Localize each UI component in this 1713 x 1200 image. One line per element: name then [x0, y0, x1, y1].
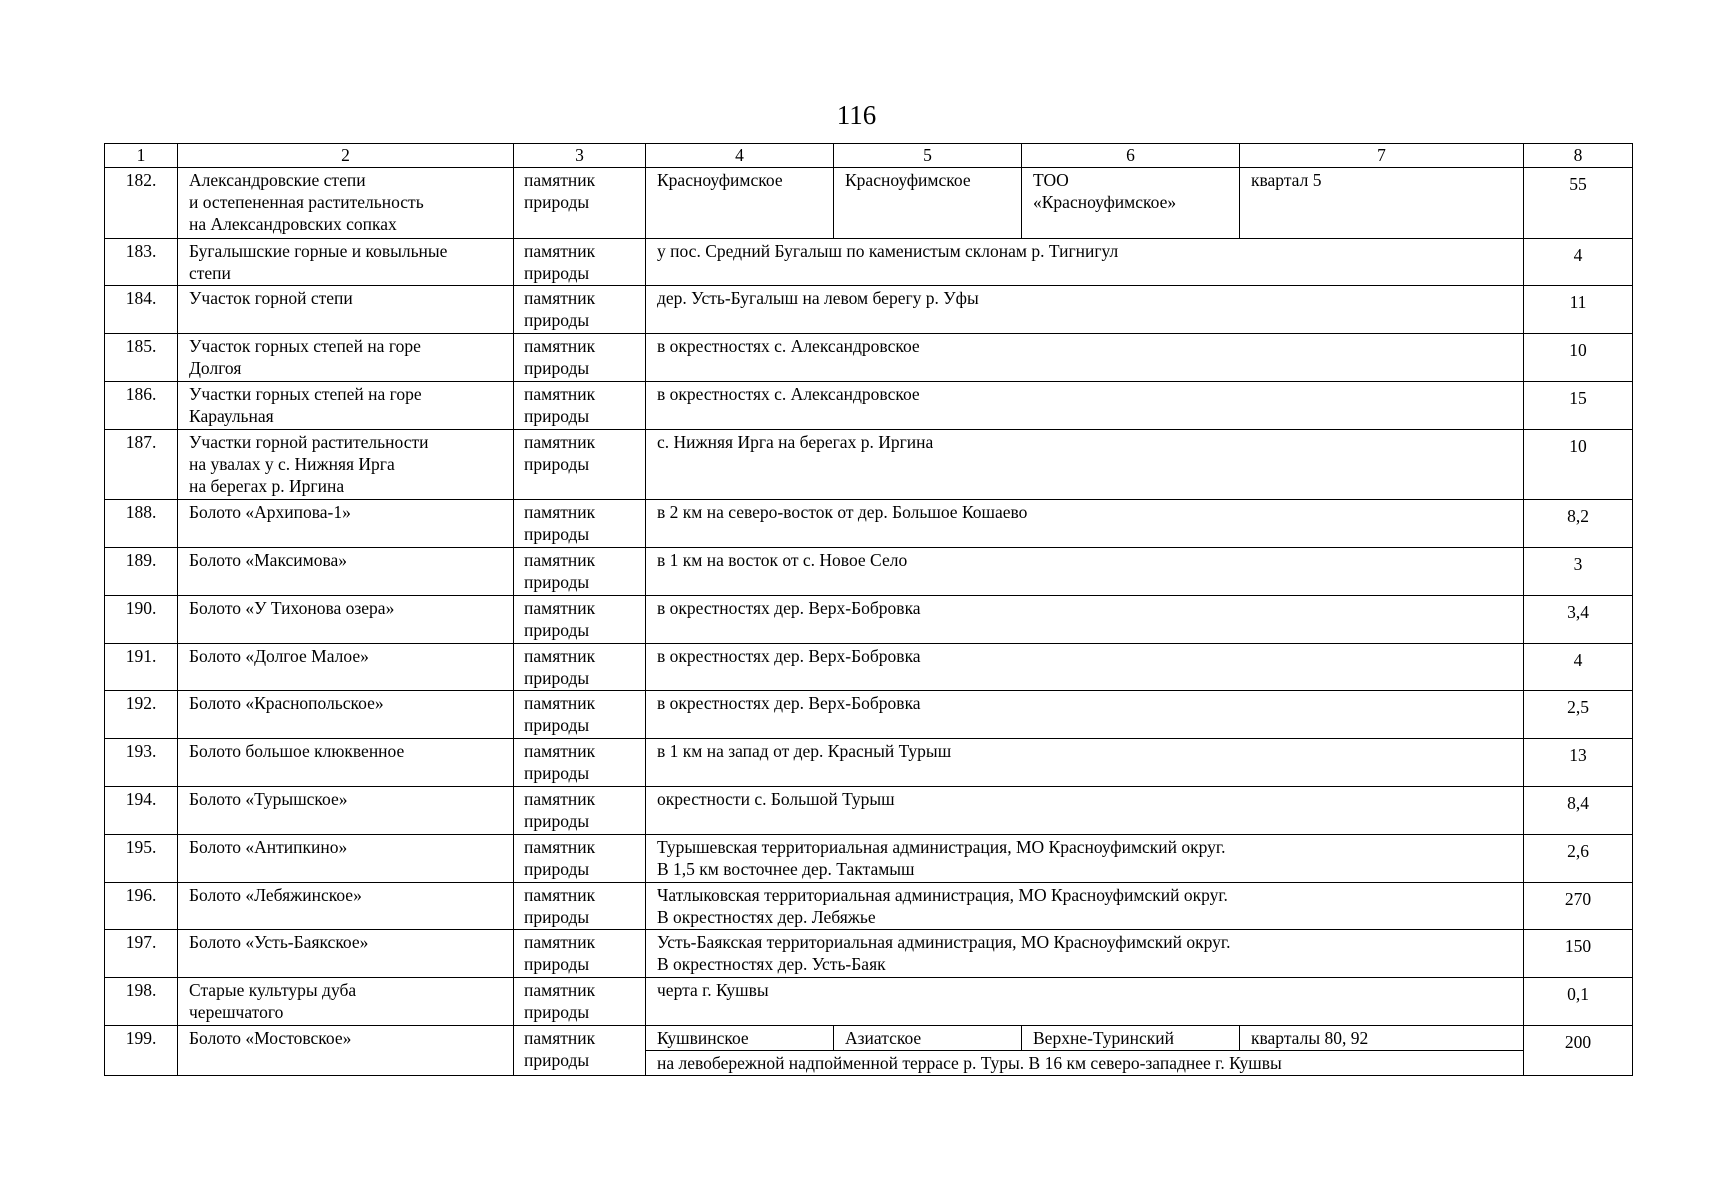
object-name [178, 286, 514, 334]
location [646, 786, 1524, 834]
area-value: 0,1 [1524, 978, 1633, 1026]
category [514, 786, 646, 834]
location [646, 286, 1524, 334]
table-row [105, 930, 1633, 978]
object-name-line: Болото «Усть-Баякское» [189, 932, 369, 953]
category [514, 381, 646, 429]
category-line: природы [524, 310, 590, 331]
category [514, 167, 646, 238]
location [646, 595, 1524, 643]
area-value: 150 [1524, 930, 1633, 978]
category-line: памятник [524, 597, 596, 618]
category-line: памятник [524, 741, 596, 762]
category [514, 978, 646, 1026]
object-name-line: Участки горных степей на горе [189, 383, 422, 404]
category-line: памятник [524, 431, 596, 452]
category [514, 882, 646, 930]
location-line: на левобережной надпойменной террасе р. Туры. В 16 км северо-западнее г. Кушвы [657, 1052, 1282, 1073]
category [514, 739, 646, 787]
object-name-line: на берегах р. Иргина [189, 475, 345, 496]
header-row [105, 144, 1633, 168]
location-line: В окрестностях дер. Лебяжье [657, 906, 876, 927]
header-cell: 4 [646, 144, 834, 168]
location-line: В 1,5 км восточнее дер. Тактамыш [657, 858, 915, 879]
row-number: 195. [105, 834, 178, 882]
category-line: природы [524, 858, 590, 879]
category [514, 595, 646, 643]
table-row [105, 548, 1633, 596]
object-name-line: Болото «Долгое Малое» [189, 645, 369, 666]
category-line: природы [524, 262, 590, 283]
object-name [178, 930, 514, 978]
table-row [105, 786, 1633, 834]
location-line: в окрестностях дер. Верх-Бобровка [657, 597, 921, 618]
table-row [105, 882, 1633, 930]
location [646, 500, 1524, 548]
object-name-line: Александровские степи [189, 169, 366, 190]
row-number: 198. [105, 978, 178, 1026]
table-row [105, 429, 1633, 500]
object-name-line: черешчатого [189, 1002, 284, 1023]
object-name-line: Болото «Архипова-1» [189, 502, 351, 523]
area-value: 2,5 [1524, 691, 1633, 739]
row-number: 186. [105, 381, 178, 429]
category [514, 1025, 646, 1075]
location-line: Усть-Баякская территориальная администрация, МО Красноуфимский округ. [657, 932, 1231, 953]
area-value: 13 [1524, 739, 1633, 787]
header-cell: 8 [1524, 144, 1633, 168]
row-number: 188. [105, 500, 178, 548]
category-line: памятник [524, 383, 596, 404]
object-name [178, 238, 514, 286]
sub-forestry-cell [1022, 167, 1240, 238]
object-name-line: Участок горной степи [189, 288, 353, 309]
location [646, 739, 1524, 787]
district-cell: Красноуфимское [646, 167, 834, 238]
location [646, 334, 1524, 382]
district-cell: Кушвинское [646, 1025, 834, 1050]
category-line: природы [524, 572, 590, 593]
forestry-cell: Азиатское [834, 1025, 1022, 1050]
table-row [105, 167, 1633, 238]
row-number: 187. [105, 429, 178, 500]
location-line: В окрестностях дер. Усть-Баяк [657, 954, 886, 975]
location-line: в 1 км на восток от с. Новое Село [657, 550, 908, 571]
row-number: 197. [105, 930, 178, 978]
object-name-line: Болото «Антипкино» [189, 836, 348, 857]
location [646, 978, 1524, 1026]
location-line: в окрестностях с. Александровское [657, 383, 920, 404]
table-row [105, 978, 1633, 1026]
header-cell: 2 [178, 144, 514, 168]
object-name [178, 739, 514, 787]
object-name [178, 834, 514, 882]
object-name-line: Долгоя [189, 358, 242, 379]
object-name-line: на увалах у с. Нижняя Ирга [189, 453, 395, 474]
category-line: памятник [524, 240, 596, 261]
table-row [105, 238, 1633, 286]
quarter-cell: кварталы 80, 92 [1240, 1025, 1524, 1050]
object-name [178, 978, 514, 1026]
object-name [178, 429, 514, 500]
location [646, 691, 1524, 739]
object-name-line: Болото «Мостовское» [189, 1027, 352, 1048]
location [646, 643, 1524, 691]
location [646, 238, 1524, 286]
location [646, 930, 1524, 978]
category-line: памятник [524, 788, 596, 809]
table-row [105, 834, 1633, 882]
category-line: природы [524, 1002, 590, 1023]
object-name-line: Болото «Краснопольское» [189, 693, 384, 714]
location-line: в 1 км на запад от дер. Красный Турыш [657, 741, 952, 762]
object-name [178, 548, 514, 596]
object-name-line: Болото большое клюквенное [189, 741, 405, 762]
object-name [178, 381, 514, 429]
object-name-line: Болото «Турышское» [189, 788, 348, 809]
location-line: дер. Усть-Бугалыш на левом берегу р. Уфы [657, 288, 979, 309]
category-line: памятник [524, 645, 596, 666]
area-value: 3 [1524, 548, 1633, 596]
object-name [178, 500, 514, 548]
row-number: 185. [105, 334, 178, 382]
table-row [105, 691, 1633, 739]
category [514, 930, 646, 978]
object-name-line: Болото «У Тихонова озера» [189, 597, 395, 618]
location [646, 429, 1524, 500]
category-line: памятник [524, 550, 596, 571]
category-line: памятник [524, 336, 596, 357]
location-line: в 2 км на северо-восток от дер. Большое Кошаево [657, 502, 1028, 523]
location-line: Турышевская территориальная администрация, МО Красноуфимский округ. [657, 836, 1226, 857]
object-name-line: Болото «Лебяжинское» [189, 884, 362, 905]
category [514, 334, 646, 382]
category-line: природы [524, 524, 590, 545]
category [514, 500, 646, 548]
header-cell: 3 [514, 144, 646, 168]
object-name-line: Старые культуры дуба [189, 980, 357, 1001]
category-line: природы [524, 810, 590, 831]
category [514, 429, 646, 500]
object-name [178, 595, 514, 643]
table-row [105, 334, 1633, 382]
category-line: памятник [524, 288, 596, 309]
area-value: 270 [1524, 882, 1633, 930]
table-row [105, 1025, 1633, 1050]
area-value: 10 [1524, 429, 1633, 500]
object-name-line: Участки горной растительности [189, 431, 429, 452]
area-value: 200 [1524, 1025, 1633, 1075]
table-row [105, 286, 1633, 334]
category-line: памятник [524, 836, 596, 857]
category-line: природы [524, 453, 590, 474]
area-value: 11 [1524, 286, 1633, 334]
location [646, 834, 1524, 882]
category [514, 286, 646, 334]
row-number: 191. [105, 643, 178, 691]
sub-forestry-line: «Красноуфимское» [1033, 191, 1177, 212]
row-number: 190. [105, 595, 178, 643]
category [514, 643, 646, 691]
location-line: в окрестностях дер. Верх-Бобровка [657, 693, 921, 714]
area-value: 15 [1524, 381, 1633, 429]
location [646, 548, 1524, 596]
location [646, 1050, 1524, 1075]
object-name-line: Болото «Максимова» [189, 550, 348, 571]
area-value: 2,6 [1524, 834, 1633, 882]
category-line: памятник [524, 502, 596, 523]
category-line: памятник [524, 980, 596, 1001]
area-value: 55 [1524, 167, 1633, 238]
object-name-line: Бугалышские горные и ковыльные [189, 240, 448, 261]
category-line: природы [524, 906, 590, 927]
area-value: 4 [1524, 643, 1633, 691]
category [514, 834, 646, 882]
category-line: природы [524, 619, 590, 640]
page-number: 116 [836, 100, 877, 130]
object-name-line: Караульная [189, 405, 274, 426]
row-number: 182. [105, 167, 178, 238]
row-number: 183. [105, 238, 178, 286]
object-name [178, 334, 514, 382]
category-line: памятник [524, 169, 596, 190]
table-row [105, 381, 1633, 429]
location-line: в окрестностях дер. Верх-Бобровка [657, 645, 921, 666]
row-number: 184. [105, 286, 178, 334]
forestry-cell: Красноуфимское [834, 167, 1022, 238]
location-line: Чатлыковская территориальная администрация, МО Красноуфимский округ. [657, 884, 1228, 905]
location-line: черта г. Кушвы [657, 980, 769, 1001]
protected-areas-table [104, 143, 1633, 1076]
object-name-line: степи [189, 262, 231, 283]
header-cell: 5 [834, 144, 1022, 168]
category-line: памятник [524, 932, 596, 953]
table-row [105, 643, 1633, 691]
object-name [178, 786, 514, 834]
header-cell: 7 [1240, 144, 1524, 168]
header-cell: 6 [1022, 144, 1240, 168]
area-value: 8,4 [1524, 786, 1633, 834]
row-number: 189. [105, 548, 178, 596]
category-line: природы [524, 667, 590, 688]
row-number: 194. [105, 786, 178, 834]
location [646, 882, 1524, 930]
category-line: природы [524, 715, 590, 736]
category [514, 238, 646, 286]
category-line: природы [524, 358, 590, 379]
object-name [178, 691, 514, 739]
row-number: 192. [105, 691, 178, 739]
object-name [178, 643, 514, 691]
category-line: памятник [524, 693, 596, 714]
location-line: с. Нижняя Ирга на берегах р. Иргина [657, 431, 934, 452]
sub-forestry-cell: Верхне-Туринский [1022, 1025, 1240, 1050]
location-line: окрестности с. Большой Турыш [657, 788, 895, 809]
area-value: 8,2 [1524, 500, 1633, 548]
table-row [105, 500, 1633, 548]
area-value: 4 [1524, 238, 1633, 286]
object-name [178, 167, 514, 238]
category [514, 691, 646, 739]
area-value: 10 [1524, 334, 1633, 382]
row-number: 199. [105, 1025, 178, 1075]
object-name-line: Участок горных степей на горе [189, 336, 421, 357]
location-line: у пос. Средний Бугалыш по каменистым склонам р. Тигнигул [657, 240, 1119, 261]
header-cell: 1 [105, 144, 178, 168]
category-line: памятник [524, 1027, 596, 1048]
category-line: природы [524, 763, 590, 784]
category-line: природы [524, 191, 590, 212]
category-line: памятник [524, 884, 596, 905]
area-value: 3,4 [1524, 595, 1633, 643]
object-name-line: на Александровских сопках [189, 213, 397, 234]
object-name [178, 882, 514, 930]
location [646, 381, 1524, 429]
quarter-cell: квартал 5 [1240, 167, 1524, 238]
category-line: природы [524, 405, 590, 426]
category [514, 548, 646, 596]
category-line: природы [524, 1049, 590, 1070]
table-row [105, 739, 1633, 787]
row-number: 196. [105, 882, 178, 930]
object-name-line: и остепененная растительность [189, 191, 424, 212]
object-name [178, 1025, 514, 1075]
sub-forestry-line: ТОО [1033, 169, 1069, 190]
location-line: в окрестностях с. Александровское [657, 336, 920, 357]
row-number: 193. [105, 739, 178, 787]
table-row [105, 595, 1633, 643]
category-line: природы [524, 954, 590, 975]
